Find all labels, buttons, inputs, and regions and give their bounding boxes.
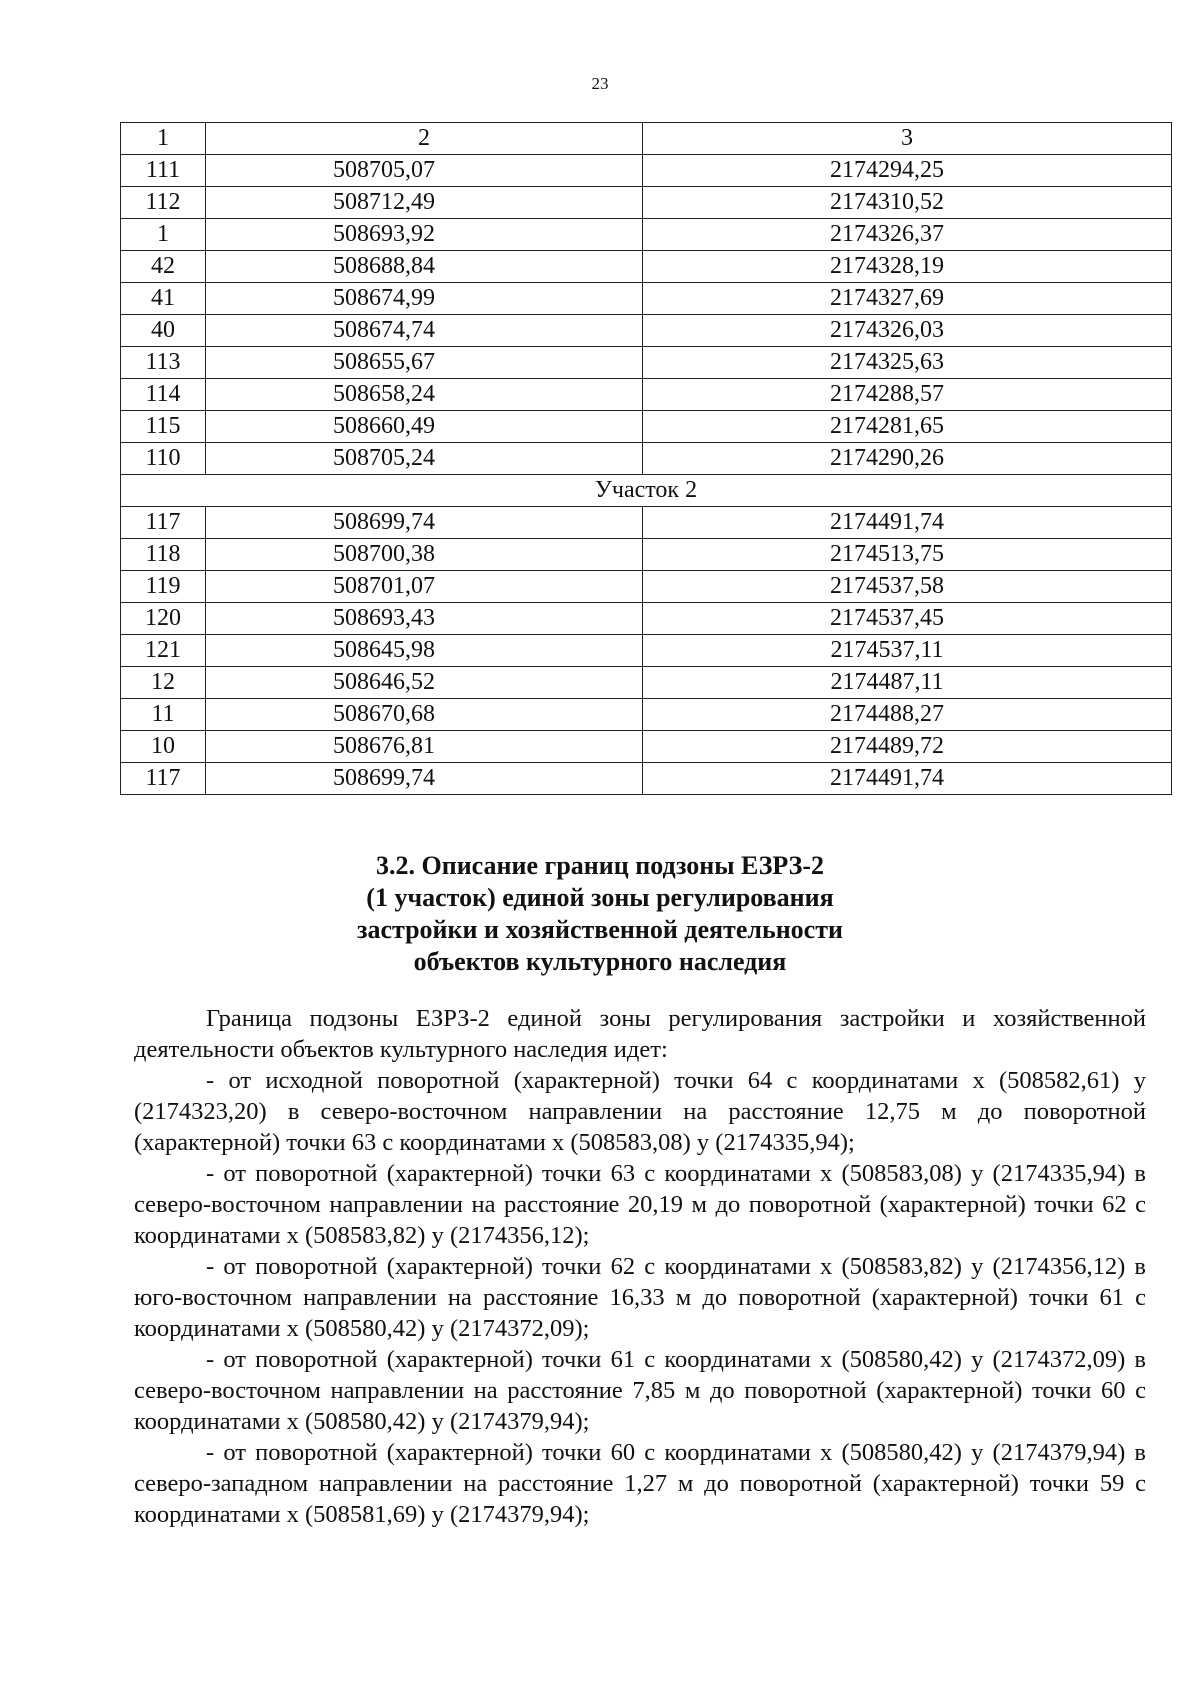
x-coordinate-cell: 508676,81 <box>206 731 643 763</box>
table-row <box>121 315 1172 347</box>
section-label: Участок 2 <box>121 475 1172 507</box>
x-coordinate-cell: 508705,24 <box>206 443 643 475</box>
heading-line: объектов культурного наследия <box>413 947 787 976</box>
table-row <box>121 347 1172 379</box>
x-coordinate-cell: 508655,67 <box>206 347 643 379</box>
paragraph: - от поворотной (характерной) точки 63 с координатами x (508583,08) y (2174335,94) в северо-восточном направлении на расстояние 20,19 м до поворотной (характерной) точки 62 с координатами x (508583,82) y (2174356,12); <box>134 1160 1146 1249</box>
table-row <box>121 219 1172 251</box>
point-number-cell: 41 <box>121 283 206 315</box>
section-heading <box>0 850 1200 978</box>
heading-line: застройки и хозяйственной деятельности <box>357 915 843 944</box>
page-number: 23 <box>591 74 609 93</box>
point-number-cell: 40 <box>121 315 206 347</box>
y-coordinate-cell: 2174326,37 <box>643 219 1172 251</box>
y-coordinate-cell: 2174488,27 <box>643 699 1172 731</box>
heading-line: 3.2. Описание границ подзоны ЕЗРЗ-2 <box>376 851 824 880</box>
paragraph: - от поворотной (характерной) точки 60 с координатами x (508580,42) y (2174379,94) в северо-западном направлении на расстояние 1,27 м до поворотной (характерной) точки 59 с координатами x (508581,69) y (2174379,94); <box>134 1439 1146 1528</box>
x-coordinate-cell: 508693,43 <box>206 603 643 635</box>
x-coordinate-cell: 508701,07 <box>206 571 643 603</box>
y-coordinate-cell: 2174310,52 <box>643 187 1172 219</box>
point-number-cell: 120 <box>121 603 206 635</box>
paragraph: - от исходной поворотной (характерной) точки 64 с координатами x (508582,61) y (2174323,20) в северо-восточном направлении на расстояние 12,75 м до поворотной (характерной) точки 63 с координатами x (508583,08) y (2174335,94); <box>134 1067 1146 1156</box>
x-coordinate-cell: 508646,52 <box>206 667 643 699</box>
point-number-cell: 112 <box>121 187 206 219</box>
table-row <box>121 187 1172 219</box>
table-row <box>121 443 1172 475</box>
point-number-cell: 115 <box>121 411 206 443</box>
header-cell: 2 <box>206 123 643 155</box>
header-cell: 1 <box>121 123 206 155</box>
x-coordinate-cell: 508699,74 <box>206 507 643 539</box>
y-coordinate-cell: 2174281,65 <box>643 411 1172 443</box>
x-coordinate-cell: 508699,74 <box>206 763 643 795</box>
point-number-cell: 110 <box>121 443 206 475</box>
table-row <box>121 667 1172 699</box>
y-coordinate-cell: 2174537,58 <box>643 571 1172 603</box>
point-number-cell: 114 <box>121 379 206 411</box>
table-row <box>121 507 1172 539</box>
point-number-cell: 117 <box>121 507 206 539</box>
table-row <box>121 635 1172 667</box>
header-cell: 3 <box>643 123 1172 155</box>
point-number-cell: 117 <box>121 763 206 795</box>
table-row <box>121 155 1172 187</box>
point-number-cell: 11 <box>121 699 206 731</box>
table-row <box>121 379 1172 411</box>
table-row <box>121 571 1172 603</box>
paragraph: - от поворотной (характерной) точки 61 с координатами x (508580,42) y (2174372,09) в северо-восточном направлении на расстояние 7,85 м до поворотной (характерной) точки 60 с координатами x (508580,42) y (2174379,94); <box>134 1346 1146 1435</box>
table-row <box>121 251 1172 283</box>
point-number-cell: 10 <box>121 731 206 763</box>
y-coordinate-cell: 2174489,72 <box>643 731 1172 763</box>
point-number-cell: 113 <box>121 347 206 379</box>
x-coordinate-cell: 508712,49 <box>206 187 643 219</box>
coordinates-table <box>120 122 1172 795</box>
table-row <box>121 539 1172 571</box>
table-row <box>121 699 1172 731</box>
y-coordinate-cell: 2174290,26 <box>643 443 1172 475</box>
x-coordinate-cell: 508700,38 <box>206 539 643 571</box>
y-coordinate-cell: 2174491,74 <box>643 507 1172 539</box>
table-row <box>121 731 1172 763</box>
table-header-row <box>121 123 1172 155</box>
point-number-cell: 121 <box>121 635 206 667</box>
paragraph: Граница подзоны ЕЗРЗ-2 единой зоны регулирования застройки и хозяйственной деятельности объектов культурного наследия идет: <box>134 1005 1146 1063</box>
x-coordinate-cell: 508674,74 <box>206 315 643 347</box>
table-row <box>121 763 1172 795</box>
table-row <box>121 411 1172 443</box>
x-coordinate-cell: 508658,24 <box>206 379 643 411</box>
point-number-cell: 12 <box>121 667 206 699</box>
x-coordinate-cell: 508670,68 <box>206 699 643 731</box>
y-coordinate-cell: 2174328,19 <box>643 251 1172 283</box>
y-coordinate-cell: 2174487,11 <box>643 667 1172 699</box>
point-number-cell: 119 <box>121 571 206 603</box>
y-coordinate-cell: 2174513,75 <box>643 539 1172 571</box>
point-number-cell: 118 <box>121 539 206 571</box>
point-number-cell: 42 <box>121 251 206 283</box>
y-coordinate-cell: 2174288,57 <box>643 379 1172 411</box>
body-text <box>134 1003 1146 1530</box>
paragraph: - от поворотной (характерной) точки 62 с координатами x (508583,82) y (2174356,12) в юго-восточном направлении на расстояние 16,33 м до поворотной (характерной) точки 61 с координатами x (508580,42) y (2174372,09); <box>134 1253 1146 1342</box>
table-row <box>121 603 1172 635</box>
x-coordinate-cell: 508645,98 <box>206 635 643 667</box>
x-coordinate-cell: 508674,99 <box>206 283 643 315</box>
table-row <box>121 283 1172 315</box>
section-row <box>121 475 1172 507</box>
y-coordinate-cell: 2174491,74 <box>643 763 1172 795</box>
y-coordinate-cell: 2174537,11 <box>643 635 1172 667</box>
x-coordinate-cell: 508688,84 <box>206 251 643 283</box>
y-coordinate-cell: 2174294,25 <box>643 155 1172 187</box>
point-number-cell: 111 <box>121 155 206 187</box>
heading-line: (1 участок) единой зоны регулирования <box>366 883 834 912</box>
y-coordinate-cell: 2174326,03 <box>643 315 1172 347</box>
x-coordinate-cell: 508660,49 <box>206 411 643 443</box>
y-coordinate-cell: 2174325,63 <box>643 347 1172 379</box>
y-coordinate-cell: 2174327,69 <box>643 283 1172 315</box>
x-coordinate-cell: 508693,92 <box>206 219 643 251</box>
point-number-cell: 1 <box>121 219 206 251</box>
y-coordinate-cell: 2174537,45 <box>643 603 1172 635</box>
x-coordinate-cell: 508705,07 <box>206 155 643 187</box>
